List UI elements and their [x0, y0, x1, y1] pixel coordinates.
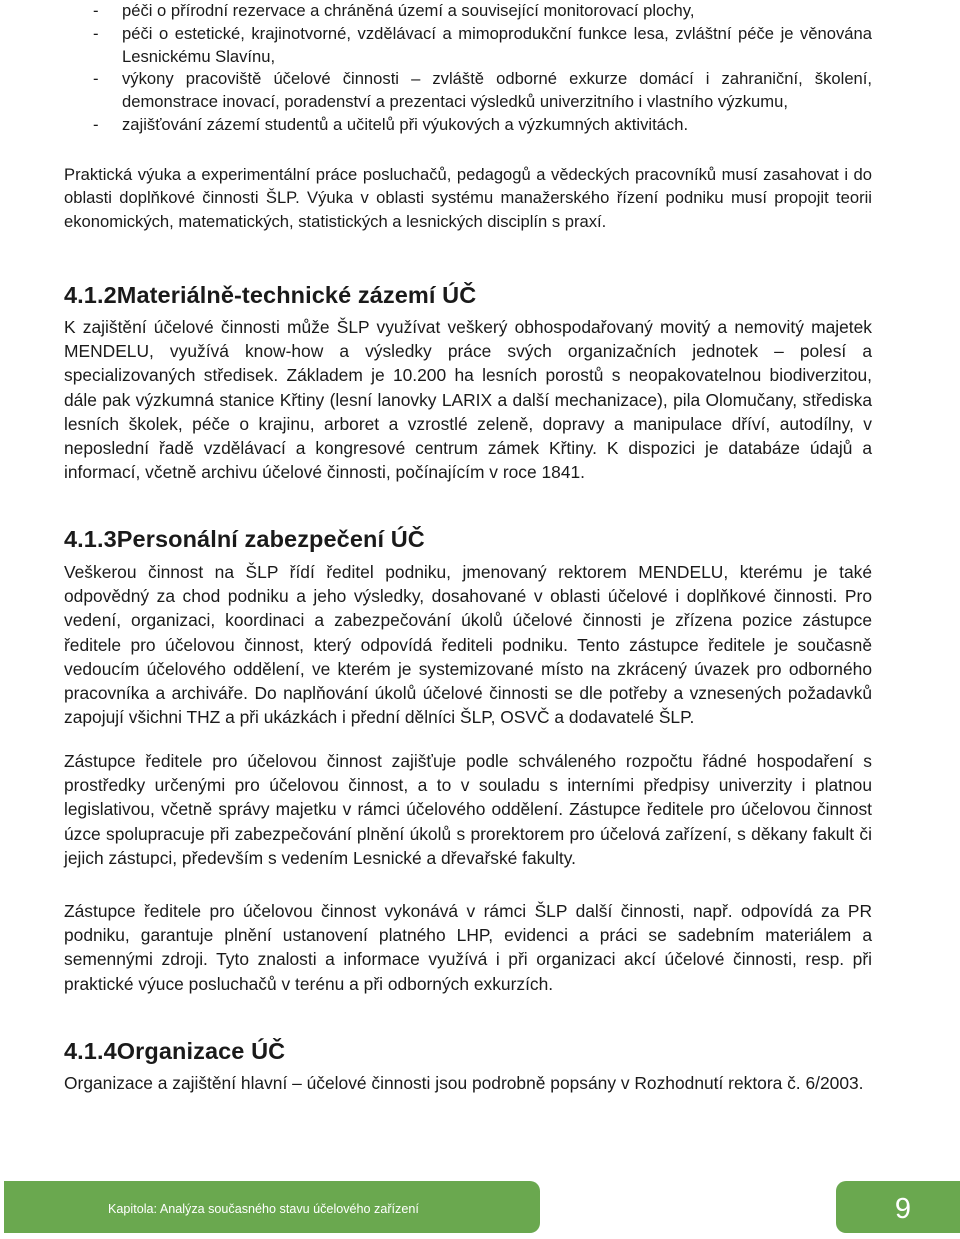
section-413-paragraph-2: Zástupce ředitele pro účelovou činnost zajišťuje podle schváleného rozpočtu řádné hospodaření s prostředky určenými pro účelovou činnost, a to v souladu s interními předpisy univerzity i platnou legislativou, včetně správy majetku v rámci účelového oddělení. Zástupce ředitele pro účelovou činnost úzce spolupracuje při zabezpečování plnění úkolů s prorektorem pro účelová zařízení, s děkany fakult či jejich zástupci, především s vedením Lesnické a dřevařské fakulty. — [64, 751, 872, 868]
list-item: - výkony pracoviště účelové činnosti – zvláště odborné exkurze domácí i zahraniční, školení, demonstrace inovací, poradenství a prezentaci výsledků univerzitního i vlastního výzkumu, — [93, 69, 872, 112]
section-413-paragraph-3: Zástupce ředitele pro účelovou činnost vykonává v rámci ŠLP další činnosti, např. odpovídá za PR podniku, garantuje plnění ustanovení platného LHP, evidenci a práci se sadebním materiálem a semennými zdroji. Tyto znalosti a informace využívá i při organizaci akcí účelové činnosti, resp. při praktické výuce posluchačů v terénu a při odborných exkurzích. — [64, 901, 872, 994]
page-number: 9 — [894, 1192, 912, 1225]
section-heading-413: 4.1.3Personální zabezpečení ÚČ — [64, 526, 425, 552]
section-heading-412: 4.1.2Materiálně-technické zázemí ÚČ — [64, 282, 477, 308]
bullet-dash: - — [93, 1, 99, 20]
bullet-list — [64, 0, 872, 137]
bullet-dash: - — [93, 23, 99, 43]
bullet-dash: - — [93, 69, 99, 89]
footer-page-box — [836, 1181, 960, 1233]
list-item: - péči o estetické, krajinotvorné, vzdělávací a mimoprodukční funkce lesa, zvláštní péče je věnována Lesnickému Slavínu, — [93, 23, 872, 66]
footer-chapter-label: Kapitola: Analýza současného stavu účelového zařízení — [108, 1202, 419, 1216]
intro-paragraph: Praktická výuka a experimentální práce posluchačů, pedagogů a vědeckých pracovníků musí zasahovat i do oblasti doplňkové činnosti ŠLP. Výuka v oblasti systému manažerského řízení podniku musí propojit teorii ekonomických, matematických, statistických a lesnických disciplín s praxí. — [64, 165, 872, 231]
footer-chapter-bar — [4, 1181, 540, 1233]
section-heading-414: 4.1.4Organizace ÚČ — [64, 1038, 286, 1064]
bullet-dash: - — [93, 114, 99, 134]
section-414-paragraph: Organizace a zajištění hlavní – účelové činnosti jsou podrobně popsány v Rozhodnutí rektora č. 6/2003. — [64, 1073, 864, 1093]
list-item: - péči o přírodní rezervace a chráněná území a související monitorovací plochy, — [64, 0, 872, 23]
section-412-paragraph: K zajištění účelové činnosti může ŠLP využívat veškerý obhospodařovaný movitý a nemovitý majetek MENDELU, využívá know-how a výsledky práce svých organizačních jednotek – polesí a specializovaných středisek. Základem je 10.200 ha lesních porostů s neopakovatelnou biodiverzitou, dále pak výzkumná stanice Křtiny (lesní lanovky LARIX a další mechanizace), pila Olomučany, střediska lesních školek, péče o krajinu, arboret a vzrostlé zeleně, dopravy a manipulace dříví, autodílny, v neposlední řadě vzdělávací a kongresové centrum zámek Křtiny. K dispozici je databáze údajů a informací, včetně archivu účelové činnosti, počínajícím v roce 1841. — [64, 317, 872, 483]
section-413-paragraph-1: Veškerou činnost na ŠLP řídí ředitel podniku, jmenovaný rektorem MENDELU, kterému je také odpovědný za chod podniku a jeho výsledky, dosahované v oblasti účelové i doplňkové činnosti. Pro vedení, organizaci, koordinaci a zabezpečování úkolů účelové činnosti je zřízena pozice zástupce ředitele pro účelovou činnost, který odpovídá řediteli podniku. Tento zástupce ředitele je současně vedoucím účelového oddělení, ve kterém je systemizované místo na zkrácený úvazek pro odborného pracovníka a archiváře. Do naplňování úkolů účelové činnosti se dle potřeby a vznesených požadavků zapojují všichni THZ a při ukázkách i přední dělníci ŠLP, OSVČ a dodavatelé ŠLP. — [64, 562, 872, 728]
list-item: - zajišťování zázemí studentů a učitelů při výukových a výzkumných aktivitách. — [64, 114, 872, 137]
